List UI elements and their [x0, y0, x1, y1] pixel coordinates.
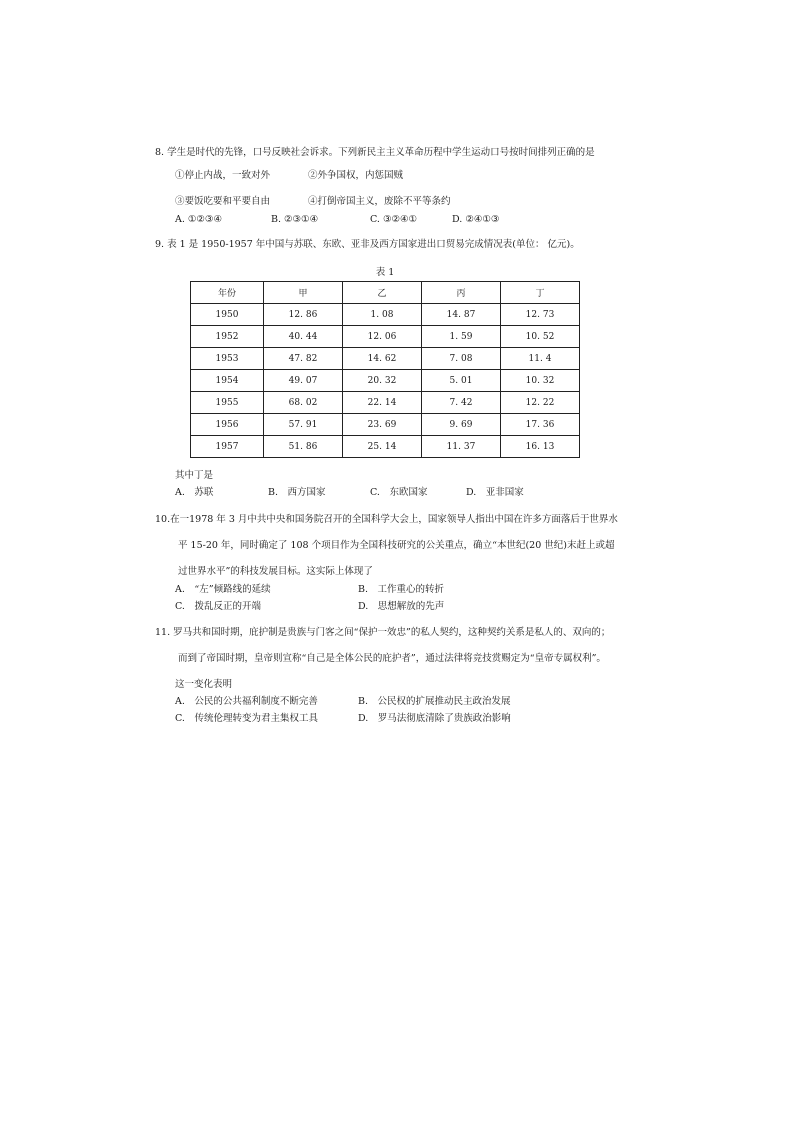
table-row — [191, 436, 580, 458]
table-cell: 12. 06 — [343, 326, 422, 348]
q9-option-c: C. 东欧国家 — [370, 487, 428, 498]
q10-option-d: D. 思想解放的先声 — [358, 601, 445, 612]
table-cell: 1952 — [191, 326, 264, 348]
table-cell: 49. 07 — [264, 370, 343, 392]
q8-stem: 8. 学生是时代的先锋，口号反映社会诉求。下列新民主主义革命历程中学生运动口号按时间排列正确的是 — [155, 147, 595, 158]
table-cell: 57. 91 — [264, 414, 343, 436]
q10-stem-line-2: 平 15-20 年，同时确定了 108 个项目作为全国科技研究的公关重点，确立“本世纪(20 世纪)末赶上或超 — [178, 540, 615, 551]
table-cell: 1. 59 — [422, 326, 501, 348]
table-cell: 12. 22 — [501, 392, 580, 414]
q8-option-d: D. ②④①③ — [452, 214, 500, 225]
table-cell: 47. 82 — [264, 348, 343, 370]
table-row — [191, 304, 580, 326]
table-row — [191, 370, 580, 392]
q8-item-1: ①停止内战，一致对外 — [175, 170, 271, 181]
header-jia: 甲 — [264, 282, 343, 304]
table-cell: 12. 86 — [264, 304, 343, 326]
q9-table-title: 表 1 — [375, 267, 395, 278]
header-ding: 丁 — [501, 282, 580, 304]
table-cell: 14. 87 — [422, 304, 501, 326]
q10-option-a: A. “左”倾路线的延续 — [175, 584, 271, 595]
q8-option-a: A. ①②③④ — [175, 214, 222, 225]
table-cell: 11. 37 — [422, 436, 501, 458]
table-cell: 25. 14 — [343, 436, 422, 458]
table-cell: 12. 73 — [501, 304, 580, 326]
header-bing: 丙 — [422, 282, 501, 304]
table-cell: 1957 — [191, 436, 264, 458]
q10-option-b: B. 工作重心的转折 — [358, 584, 445, 595]
q11-option-c: C. 传统伦理转变为君主集权工具 — [175, 713, 318, 724]
table-row — [191, 348, 580, 370]
table-cell: 10. 52 — [501, 326, 580, 348]
table-cell: 1950 — [191, 304, 264, 326]
table-cell: 68. 02 — [264, 392, 343, 414]
q8-item-3: ③要饭吃要和平要自由 — [175, 196, 271, 207]
q11-option-d: D. 罗马法彻底清除了贵族政治影响 — [358, 713, 511, 724]
q9-option-b: B. 西方国家 — [268, 487, 326, 498]
table-row — [191, 414, 580, 436]
table-header-row — [191, 282, 580, 304]
table-cell: 14. 62 — [343, 348, 422, 370]
q9-option-a: A. 苏联 — [175, 487, 214, 498]
q11-stem-line-3: 这一变化表明 — [175, 679, 233, 690]
table-cell: 9. 69 — [422, 414, 501, 436]
table-cell: 20. 32 — [343, 370, 422, 392]
table-cell: 23. 69 — [343, 414, 422, 436]
table-cell: 51. 86 — [264, 436, 343, 458]
table-cell: 16. 13 — [501, 436, 580, 458]
q11-option-b: B. 公民权的扩展推动民主政治发展 — [358, 696, 511, 707]
table-cell: 1954 — [191, 370, 264, 392]
q11-stem-line-2: 而到了帝国时期，皇帝则宣称“自己是全体公民的庇护者”，通过法律将竞技赏赐定为“皇帝专属权利”。 — [178, 653, 606, 664]
table-cell: 7. 08 — [422, 348, 501, 370]
q10-stem-line-1: 10.在一1978 年 3 月中共中央和国务院召开的全国科学大会上，国家领导人指出中国在许多方面落后于世界水 — [155, 514, 618, 525]
table-row — [191, 326, 580, 348]
table-cell: 7. 42 — [422, 392, 501, 414]
table-cell: 1955 — [191, 392, 264, 414]
q11-stem-line-1: 11. 罗马共和国时期，庇护制是贵族与门客之间“保护一效忠”的私人契约，这种契约关系是私人的、双向的； — [155, 627, 611, 638]
table-cell: 1956 — [191, 414, 264, 436]
table-cell: 17. 36 — [501, 414, 580, 436]
table-cell: 1953 — [191, 348, 264, 370]
table-cell: 11. 4 — [501, 348, 580, 370]
q8-item-2: ②外争国权，内惩国贼 — [308, 170, 404, 181]
q10-stem-line-3: 过世界水平”的科技发展目标。这实际上体现了 — [178, 566, 373, 577]
table-cell: 5. 01 — [422, 370, 501, 392]
table-cell: 40. 44 — [264, 326, 343, 348]
q9-option-d: D. 亚非国家 — [466, 487, 524, 498]
table-cell: 1. 08 — [343, 304, 422, 326]
trade-table — [190, 281, 580, 458]
q9-question: 其中丁是 — [175, 470, 214, 481]
q11-option-a: A. 公民的公共福利制度不断完善 — [175, 696, 318, 707]
table-row — [191, 392, 580, 414]
header-yi: 乙 — [343, 282, 422, 304]
q8-item-4: ④打倒帝国主义，废除不平等条约 — [308, 196, 451, 207]
table-cell: 22. 14 — [343, 392, 422, 414]
q8-option-c: C. ③②④① — [370, 214, 418, 225]
table-cell: 10. 32 — [501, 370, 580, 392]
q8-option-b: B. ②③①④ — [271, 214, 319, 225]
q9-stem: 9. 表 1 是 1950-1957 年中国与苏联、东欧、亚非及西方国家进出口贸易完成情况表(单位： 亿元)。 — [155, 239, 580, 250]
header-year: 年份 — [191, 282, 264, 304]
q10-option-c: C. 拨乱反正的开端 — [175, 601, 261, 612]
